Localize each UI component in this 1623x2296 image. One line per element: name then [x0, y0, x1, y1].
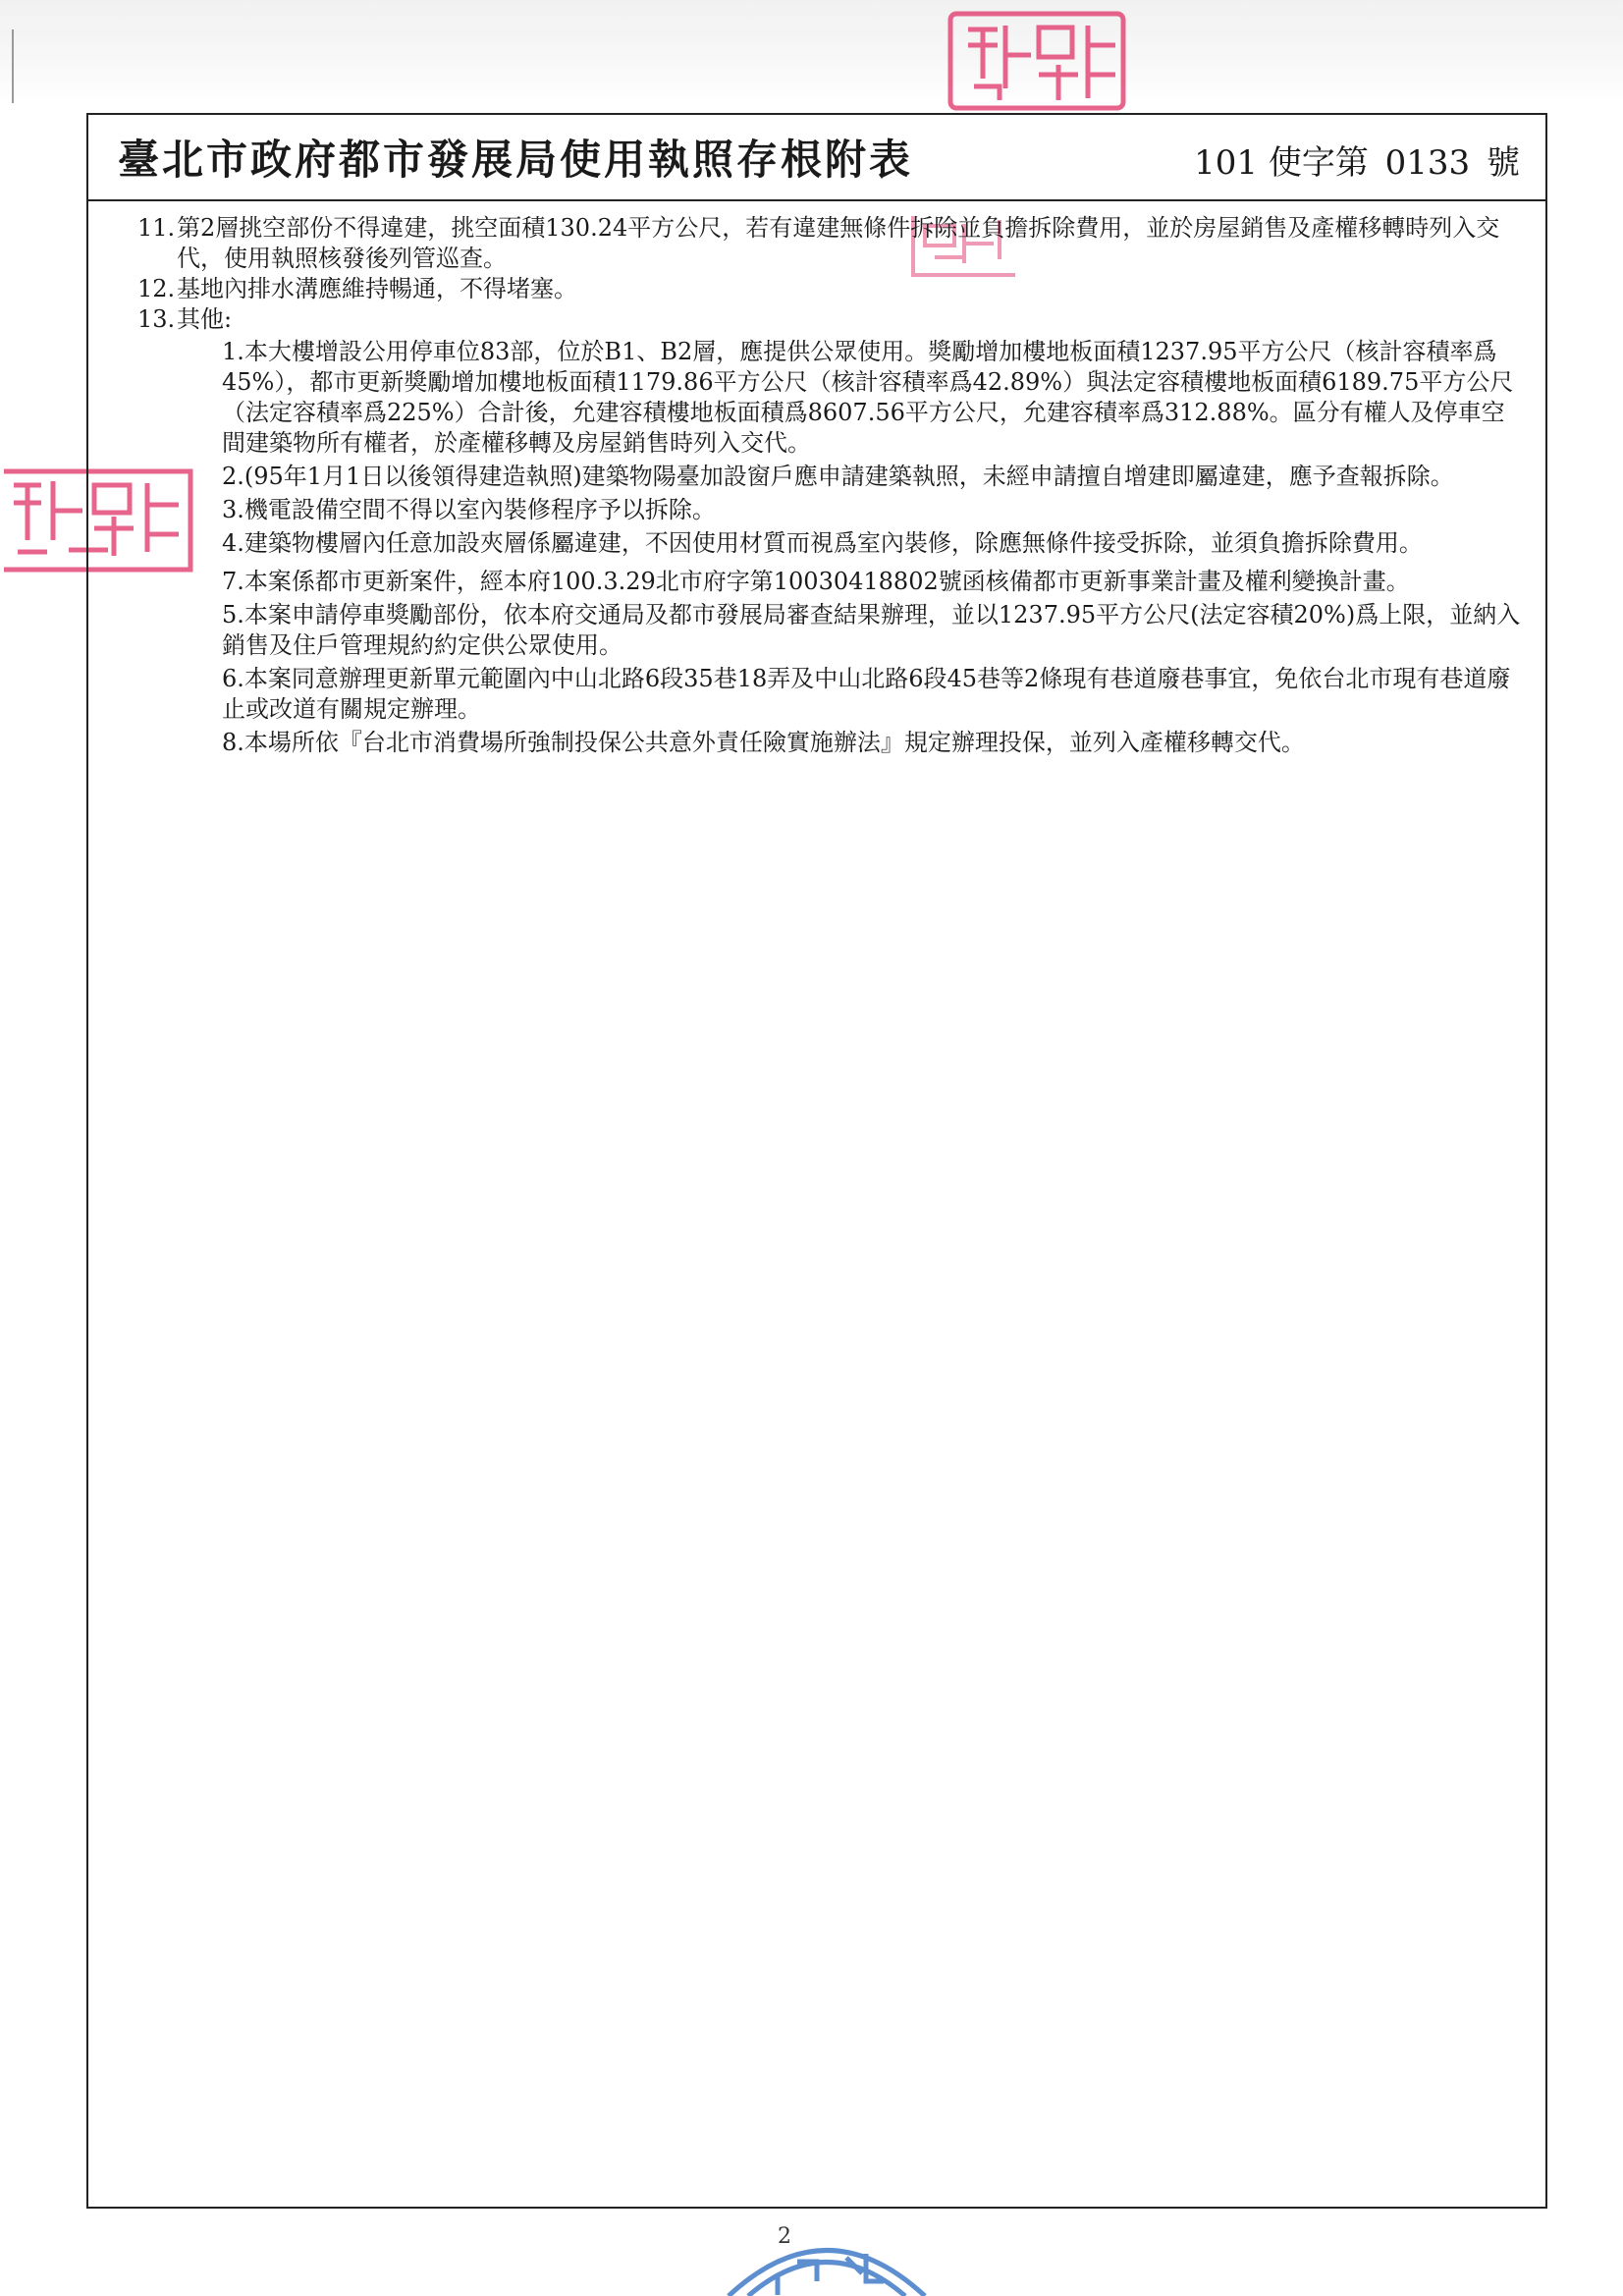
permit-number: [1194, 136, 1520, 184]
sub-item: 4.建築物樓層內任意加設夾層係屬違建，不因使用材質而視爲室內裝修，除應無條件接受拆除，並須負擔拆除費用。: [222, 529, 1423, 557]
scan-edge-line: [12, 29, 14, 103]
list-item: [137, 304, 1522, 335]
permit-number-value: 0133: [1384, 143, 1471, 183]
item-number: 12.: [137, 275, 176, 302]
permit-suffix: 號: [1487, 143, 1520, 183]
scan-top-shadow: [0, 0, 1623, 106]
sub-item: 6.本案同意辦理更新單元範圍內中山北路6段35巷18弄及中山北路6段45巷等2條現有巷道廢巷事宜，免依台北市現有巷道廢止或改道有關規定辦理。: [222, 665, 1511, 723]
item-number: 11.: [137, 214, 176, 242]
list-item: [137, 274, 1522, 304]
page-number: 2: [778, 2224, 791, 2249]
sub-item: 1.本大樓增設公用停車位83部，位於B1、B2層，應提供公眾使用。獎勵增加樓地板面積1237.95平方公尺（核計容積率爲45%），都市更新獎勵增加樓地板面積1179.86平方公尺（核計容積率爲42.89%）與法定容積樓地板面積6189.75平方公尺（法定容積率爲225%）合計後，允建容積樓地板面積爲8607.56平方公尺，允建容積率爲312.88%。區分有權人及停車空間建築物所有權者，於產權移轉及房屋銷售時列入交代。: [222, 338, 1514, 457]
sub-item: 8.本場所依『台北市消費場所強制投保公共意外責任險實施辦法』規定辦理投保，並列入產權移轉交代。: [222, 729, 1305, 756]
sub-item: 2.(95年1月1日以後領得建造執照)建築物陽臺加設窗戶應申請建築執照，未經申請擅自增建即屬違建，應予查報拆除。: [222, 463, 1454, 490]
sub-item: 7.本案係都市更新案件，經本府100.3.29北市府字第10030418802號函核備都市更新事業計畫及權利變換計畫。: [222, 568, 1410, 595]
other-conditions-list: [137, 337, 1522, 758]
list-item: [137, 213, 1522, 274]
header-row: [88, 115, 1545, 201]
red-seal-stamp-top: [945, 6, 1133, 116]
sub-item: 5.本案申請停車獎勵部份，依本府交通局及都市發展局審查結果辦理，並以1237.95平方公尺(法定容積20%)爲上限，並納入銷售及住戶管理規約約定供公眾使用。: [222, 601, 1521, 659]
item-text: 基地內排水溝應維持暢通，不得堵塞。: [177, 275, 577, 302]
item-text: 其他:: [177, 305, 233, 333]
sub-item: 3.機電設備空間不得以室內裝修程序予以拆除。: [222, 496, 716, 523]
blue-seal-stamp-bottom: [719, 2214, 935, 2296]
permit-prefix: 101 使字第: [1194, 143, 1369, 183]
document-body: [137, 213, 1522, 761]
item-number: 13.: [137, 305, 176, 333]
item-text: 第2層挑空部份不得違建，挑空面積130.24平方公尺，若有違建無條件拆除並負擔拆除費用，並於房屋銷售及產權移轉時列入交代，使用執照核發後列管巡查。: [177, 214, 1500, 272]
document-frame: [86, 113, 1547, 2209]
document-title: 臺北市政府都市發展局使用執照存根附表: [118, 136, 914, 184]
